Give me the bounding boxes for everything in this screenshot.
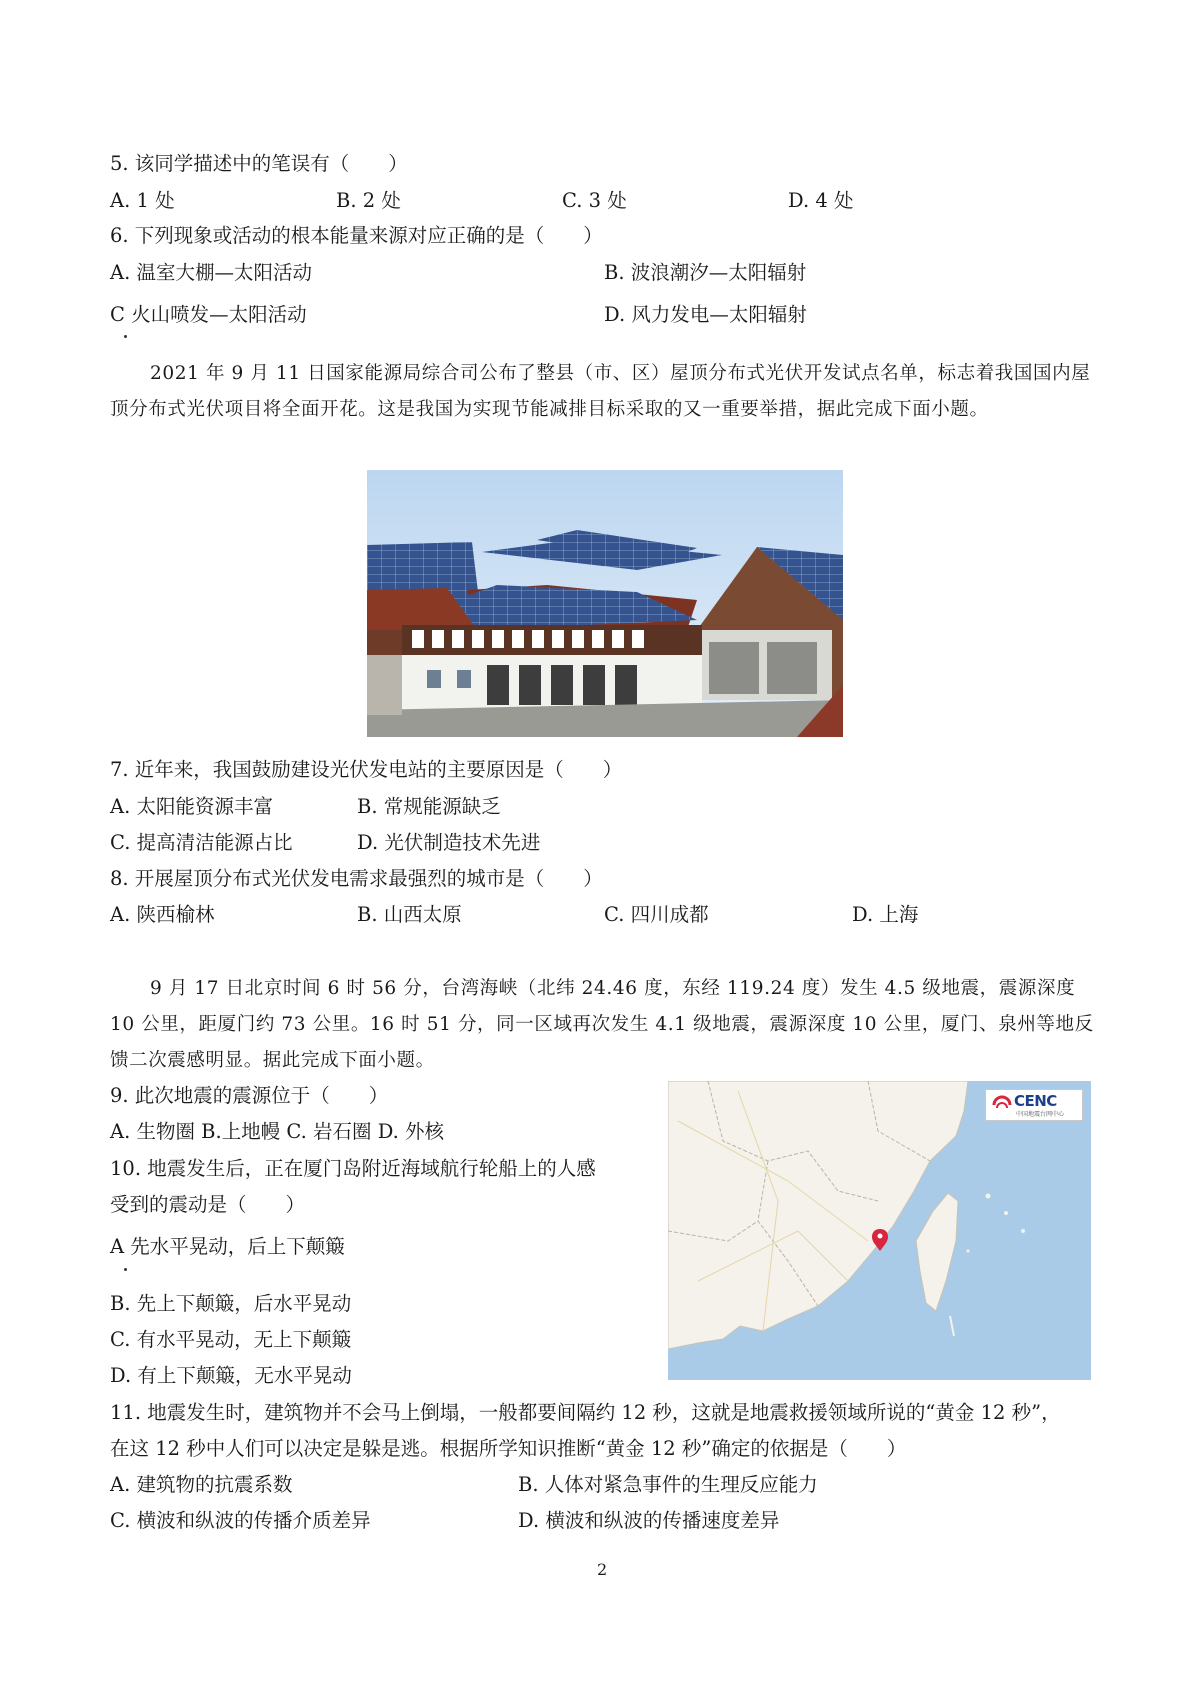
q5-option-d: D. 4 处 xyxy=(788,189,854,212)
q10-option-d: D. 有上下颠簸，无水平晃动 xyxy=(110,1364,352,1387)
cenc-logo-subtitle: 中国地震台网中心 xyxy=(1016,1111,1065,1118)
q5-stem: 5. 该同学描述中的笔误有（ ） xyxy=(110,152,408,175)
q10-stem-line1: 10. 地震发生后，正在厦门岛附近海域航行轮船上的人感 xyxy=(110,1157,596,1180)
q7-option-d: D. 光伏制造技术先进 xyxy=(357,831,541,854)
q11-option-a: A. 建筑物的抗震系数 xyxy=(110,1473,293,1496)
cenc-logo-icon xyxy=(992,1095,1012,1115)
q9-stem: 9. 此次地震的震源位于（ ） xyxy=(110,1084,389,1107)
cenc-logo xyxy=(985,1089,1083,1121)
q5-option-c: C. 3 处 xyxy=(562,189,627,212)
q11-option-b: B. 人体对紧急事件的生理反应能力 xyxy=(518,1473,818,1496)
q8-option-b: B. 山西太原 xyxy=(357,903,462,926)
emphasis-dot xyxy=(124,335,127,338)
q6-option-c: C 火山喷发—太阳活动 xyxy=(110,303,307,326)
q11-stem-line1: 11. 地震发生时，建筑物并不会马上倒塌，一般都要间隔约 12 秒，这就是地震救援领域所说的“黄金 12 秒”， xyxy=(110,1401,1061,1424)
passage-earthquake: 9 月 17 日北京时间 6 时 56 分，台湾海峡（北纬 24.46 度，东经 119.24 度）发生 4.5 级地震，震源深度 10 公里，距厦门约 73 公里。16 时 51 分，同一区域再次发生 4.1 级地震，震源深度 10 公里，厦门、泉州等地反馈二次震感明显。据此完成下面小题。 xyxy=(110,978,1094,1071)
q11-stem-line2: 在这 12 秒中人们可以决定是躲是逃。根据所学知识推断“黄金 12 秒”确定的依据是（ ） xyxy=(110,1437,907,1460)
earthquake-map xyxy=(668,1081,1091,1380)
q7-option-a: A. 太阳能资源丰富 xyxy=(110,795,273,818)
q10-stem-line2: 受到的震动是（ ） xyxy=(110,1193,306,1216)
q5-option-b: B. 2 处 xyxy=(336,189,401,212)
q6-option-a: A. 温室大棚—太阳活动 xyxy=(110,261,312,284)
q10-option-c: C. 有水平晃动，无上下颠簸 xyxy=(110,1328,352,1351)
q7-option-c: C. 提高清洁能源占比 xyxy=(110,831,293,854)
q11-option-d: D. 横波和纵波的传播速度差异 xyxy=(518,1509,780,1532)
q8-stem: 8. 开展屋顶分布式光伏发电需求最强烈的城市是（ ） xyxy=(110,867,603,890)
q8-option-c: C. 四川成都 xyxy=(604,903,709,926)
q8-option-a: A. 陕西榆林 xyxy=(110,903,215,926)
rooftop-solar-photo xyxy=(367,470,843,737)
q9-options: A. 生物圈 B.上地幔 C. 岩石圈 D. 外核 xyxy=(110,1120,445,1143)
q7-option-b: B. 常规能源缺乏 xyxy=(357,795,501,818)
emphasis-dot xyxy=(124,1268,127,1271)
q6-option-d: D. 风力发电—太阳辐射 xyxy=(604,303,807,326)
q10-option-b: B. 先上下颠簸，后水平晃动 xyxy=(110,1292,352,1315)
q10-option-a: A 先水平晃动，后上下颠簸 xyxy=(110,1235,345,1258)
passage-solar: 2021 年 9 月 11 日国家能源局综合司公布了整县（市、区）屋顶分布式光伏开发试点名单，标志着我国国内屋顶分布式光伏项目将全面开花。这是我国为实现节能减排目标采取的又一重要举措，据此完成下面小题。 xyxy=(110,363,1091,420)
q11-option-c: C. 横波和纵波的传播介质差异 xyxy=(110,1509,371,1532)
cenc-logo-text: CENC xyxy=(1014,1092,1057,1110)
solar-buildings-illustration xyxy=(367,470,843,737)
q8-option-d: D. 上海 xyxy=(852,903,919,926)
q5-option-a: A. 1 处 xyxy=(110,189,175,212)
q7-stem: 7. 近年来，我国鼓励建设光伏发电站的主要原因是（ ） xyxy=(110,758,623,781)
q6-stem: 6. 下列现象或活动的根本能量来源对应正确的是（ ） xyxy=(110,224,603,247)
taiwan-strait-map-illustration xyxy=(668,1081,1091,1380)
page-number: 2 xyxy=(597,1560,608,1579)
q6-option-b: B. 波浪潮汐—太阳辐射 xyxy=(604,261,807,284)
